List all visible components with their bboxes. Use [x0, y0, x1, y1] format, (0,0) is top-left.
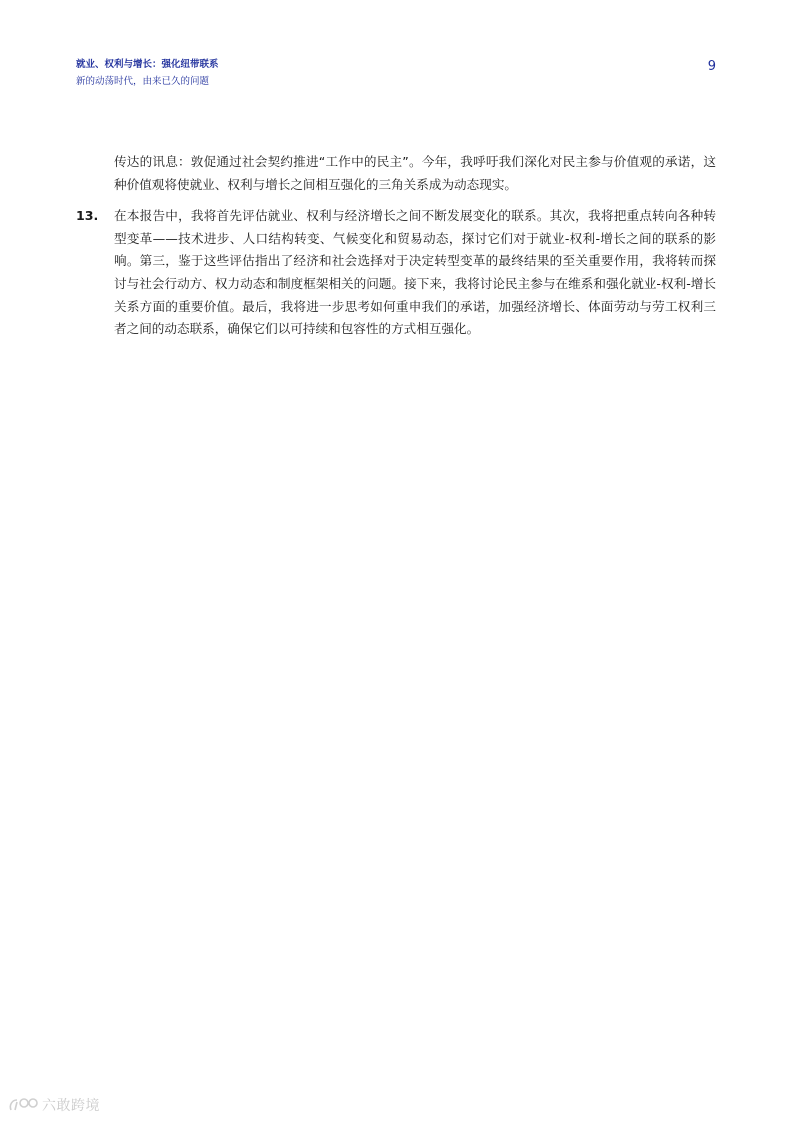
paragraph-text: 在本报告中，我将首先评估就业、权利与经济增长之间不断发展变化的联系。其次，我将把重点转向各种转型变革——技术进步、人口结构转变、气候变化和贸易动态，探讨它们对于就业-权利-增长之间的联系的影响。第三，鉴于这些评估指出了经济和社会选择对于决定转型变革的最终结果的至关重要作用，我将转而探讨与社会行动方、权力动态和制度框架相关的问题。接下来，我将讨论民主参与在维系和强化就业-权利-增长关系方面的重要价值。最后，我将进一步思考如何重申我们的承诺，加强经济增长、体面劳动与劳工权利三者之间的动态联系，确保它们以可持续和包容性的方式相互强化。 — [114, 208, 716, 337]
report-title: 就业、权利与增长：强化纽带联系 — [76, 59, 219, 70]
watermark-logo-icon — [8, 1096, 40, 1114]
watermark — [8, 1095, 100, 1115]
report-subtitle: 新的动荡时代，由来已久的问题 — [76, 76, 210, 87]
paragraph-13 — [76, 205, 716, 341]
watermark-text: 六敢跨境 — [42, 1098, 100, 1114]
main-content — [76, 151, 716, 341]
paragraph-continued — [76, 151, 716, 196]
page-header — [76, 58, 716, 89]
paragraph-number: 13. — [76, 208, 99, 224]
paragraph-text: 传达的讯息：敦促通过社会契约推进“工作中的民主”。今年，我呼吁我们深化对民主参与价值观的承诺，这种价值观将使就业、权利与增长之间相互强化的三角关系成为动态现实。 — [114, 154, 716, 192]
page-number: 9 — [707, 59, 716, 74]
